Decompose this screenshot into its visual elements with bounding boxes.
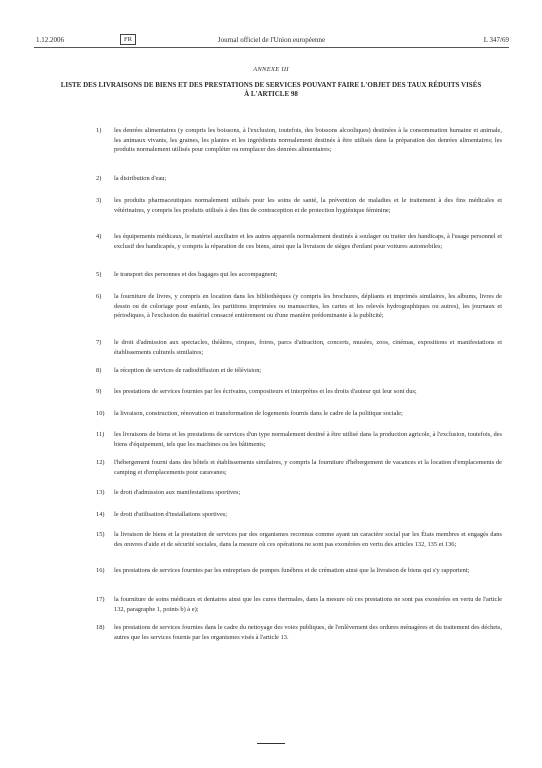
page-reference: L 347/69 <box>483 36 509 44</box>
item-number: 12) <box>96 459 105 466</box>
item-number: 11) <box>96 431 105 438</box>
item-text: la réception de services de radiodiffusion et de télévision; <box>114 367 262 374</box>
list-item <box>96 488 502 498</box>
item-number: 15) <box>96 531 105 538</box>
item-number: 9) <box>96 388 102 395</box>
page-header <box>34 34 509 46</box>
item-number: 2) <box>96 175 102 182</box>
item-number: 6) <box>96 293 102 300</box>
list-item <box>96 623 502 642</box>
list-item <box>96 366 502 376</box>
item-text: les livraisons de biens et les prestations de services d'un type normalement destiné à être utilisé dans la production agricole, à l'exclusion, toutefois, des biens d'équipement, tels que les machines ou les bâtiments; <box>114 431 502 448</box>
list-item <box>96 430 502 449</box>
item-text: l'hébergement fourni dans des hôtels et établissements similaires, y compris la fourniture d'hébergement de vacances et la location d'emplacements de camping et d'emplacements pour caravanes; <box>114 459 502 476</box>
item-text: la livraison, construction, rénovation et transformation de logements fournis dans le cadre de la politique sociale; <box>114 410 403 417</box>
item-text: le droit d'utilisation d'installations sportives; <box>114 511 228 518</box>
item-number: 17) <box>96 596 105 603</box>
item-text: les prestations de services fournies par les entreprises de pompes funèbres et de crémation ainsi que la livraison de biens qui s'y rapportent; <box>114 567 470 574</box>
list-item <box>96 196 502 215</box>
item-number: 3) <box>96 197 102 204</box>
annex-label: ANNEXE III <box>253 66 289 73</box>
item-number: 10) <box>96 410 105 417</box>
item-number: 7) <box>96 339 102 346</box>
item-number: 13) <box>96 489 105 496</box>
list-item <box>96 174 502 184</box>
list-item <box>96 595 502 614</box>
item-text: la fourniture de livres, y compris en location dans les bibliothèques (y compris les brochures, dépliants et imprimés similaires, les albums, livres de dessin ou de coloriage pour enfants, les partitions imprimées ou manuscrites, les cartes et les relevés hydrographiques ou autres), les journaux et périodiques, à l'exclusion du matériel consacré entièrement ou d'une manière prédominante à la publicité; <box>114 293 502 320</box>
list-item <box>96 126 502 155</box>
item-text: la distribution d'eau; <box>114 175 167 182</box>
item-text: la fourniture de soins médicaux et dentaires ainsi que les cures thermales, dans la mesure où ces prestations ne sont pas exonérées en vertu de l'article 132, paragraphe 1, points b) à e); <box>114 596 502 613</box>
list-item <box>96 387 502 397</box>
list-item <box>96 409 502 419</box>
list-item <box>96 458 502 477</box>
journal-title: Journal officiel de l'Union européenne <box>217 36 326 44</box>
item-number: 8) <box>96 367 102 374</box>
item-number: 16) <box>96 567 105 574</box>
list-item <box>96 292 502 321</box>
item-number: 4) <box>96 233 102 240</box>
item-text: le transport des personnes et des bagages qui les accompagnent; <box>114 271 278 278</box>
list-item <box>96 338 502 357</box>
item-text: le droit d'admission aux manifestations sportives; <box>114 489 241 496</box>
header-divider <box>34 47 509 48</box>
item-text: les prestations de services fournies dans le cadre du nettoyage des voies publiques, de l'enlèvement des ordures ménagères et du traitement des déchets, autres que les services fournis par les organismes visés à l'article 13. <box>114 624 502 641</box>
item-number: 14) <box>96 511 105 518</box>
list-item <box>96 510 502 520</box>
item-number: 1) <box>96 127 102 134</box>
language-badge: FR <box>120 34 136 45</box>
item-text: les équipements médicaux, le matériel auxiliaire et les autres appareils normalement destinés à soulager ou traiter des handicaps, à l'usage personnel et exclusif des handicapés, y compris la réparation de ces biens, ainsi que la livraison de sièges d'enfant pour voitures automobiles; <box>114 233 502 250</box>
item-text: la livraison de biens et la prestation de services par des organismes reconnus comme ayant un caractère social par les États membres et engagés dans des œuvres d'aide et de sécurité sociales, dans la mesure où ces opérations ne sont pas exonérées en vertu des articles 132, 135 et 136; <box>114 531 502 548</box>
document-title: LISTE DES LIVRAISONS DE BIENS ET DES PRESTATIONS DE SERVICES POUVANT FAIRE L'OBJET DES TAUX RÉDUITS VISÉS À L'ARTICLE 98 <box>60 81 482 98</box>
list-item <box>96 232 502 251</box>
item-text: le droit d'admission aux spectacles, théâtres, cirques, foires, parcs d'attraction, concerts, musées, zoos, cinémas, expositions et manifestations et établissements culturels similaires; <box>114 339 502 356</box>
item-number: 18) <box>96 624 105 631</box>
item-text: les denrées alimentaires (y compris les boissons, à l'exclusion, toutefois, des boissons alcooliques) destinées à la consommation humaine et animale, les animaux vivants, les graines, les plantes et les ingrédients normalement destinés à être utilisés dans la préparation des denrées alimentaires; les produits normalement utilisés pour compléter ou remplacer des denrées alimentaires; <box>114 127 502 154</box>
item-number: 5) <box>96 271 102 278</box>
list-item <box>96 270 502 280</box>
item-text: les produits pharmaceutiques normalement utilisés pour les soins de santé, la prévention de maladies et le traitement à des fins médicales et vétérinaires, y compris les produits utilisés à des fins de contraception et de protection hygiénique féminine; <box>114 197 502 214</box>
end-divider <box>257 743 285 744</box>
list-item <box>96 566 502 576</box>
header-date: 1.12.2006 <box>36 36 64 44</box>
list-item <box>96 530 502 549</box>
item-text: les prestations de services fournies par les écrivains, compositeurs et interprètes et les droits d'auteur qui leur sont dus; <box>114 388 417 395</box>
